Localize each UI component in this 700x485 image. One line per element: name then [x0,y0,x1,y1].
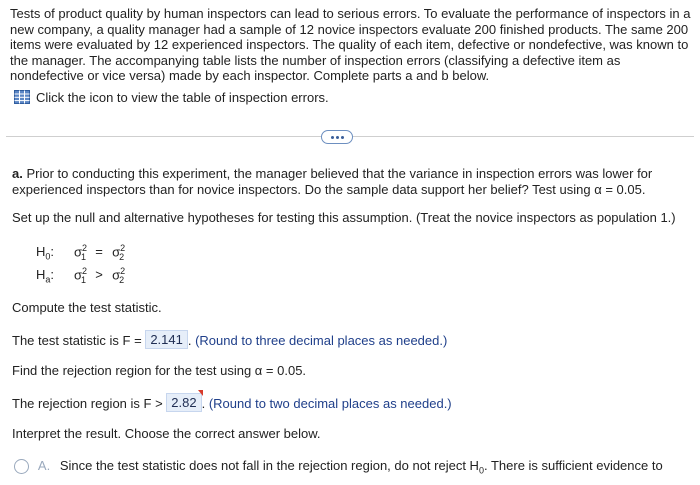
h0-label: $H_0$: [36,244,55,262]
rejection-prompt: Find the rejection region for the test using α = 0.05. [12,363,307,378]
option-a[interactable] [14,458,663,476]
test-statistic-prefix: The test statistic is F = [12,333,142,348]
part-a-question [12,166,688,198]
incorrect-mark-icon [198,390,203,396]
alt-hypothesis [36,266,124,285]
test-statistic-answer[interactable]: 2.141 [145,330,188,349]
ha-label: $H_a$: [36,267,55,285]
test-statistic-hint: (Round to three decimal places as needed.) [195,333,448,348]
part-a-label: a. [12,166,23,181]
option-a-radio[interactable] [14,459,29,474]
dot-icon [331,136,334,139]
problem-intro: Tests of product quality by human inspectors can lead to serious errors. To evaluate the performance of inspectors in a new company, a quality manager had a sample of 12 novice inspectors evaluate 200 finished products. The same 200 items were evaluated by 12 experienced inspectors. The quality of each item, defective or nondefective, was known to the manager. The accompanying table lists the number of inspection errors (classifying a defective item as nondefective or vice versa) made by each inspector. Complete parts a and b below. [10,6,691,84]
ha-lhs: $\sigma^2_1$ [74,266,88,285]
compute-prompt: Compute the test statistic. [12,300,162,315]
rejection-region-answer[interactable]: 2.82 [166,393,201,412]
part-a-question-text: Prior to conducting this experiment, the manager believed that the variance in inspection errors was lower for experienced inspectors than for novice inspectors. Do the sample data support her belief? Test using α = 0.05. [12,166,653,197]
table-grid-icon[interactable] [14,90,30,104]
rejection-region-prefix: The rejection region is F > [12,396,163,411]
option-a-label: A. [37,458,51,473]
rejection-region-hint: (Round to two decimal places as needed.) [208,396,452,411]
hypotheses-setup: Set up the null and alternative hypotheses for testing this assumption. (Treat the novice inspectors as population 1.) [12,210,676,225]
ha-rhs: $\sigma^2_2$ [112,266,126,285]
view-table-label[interactable]: Click the icon to view the table of inspection errors. [36,89,329,105]
expand-more-button[interactable] [321,130,353,144]
null-hypothesis [36,243,124,262]
test-statistic-line: The test statistic is F = 2.141 . (Round to three decimal places as needed.) [12,332,448,348]
ha-operator[interactable]: > [95,267,103,283]
h0-rhs: $\sigma^2_2$ [112,243,126,262]
dot-icon [341,136,344,139]
h0-lhs: $\sigma^2_1$ [74,243,88,262]
interpret-prompt: Interpret the result. Choose the correct answer below. [12,426,321,441]
rejection-region-line: The rejection region is F > 2.82 . (Round to two decimal places as needed.) [12,394,452,413]
option-a-text: Since the test statistic does not fall in the rejection region, do not reject $H_0$. There is sufficient evidence to [59,458,663,476]
view-table-link[interactable] [14,89,329,105]
h0-operator[interactable]: = [95,244,103,260]
dot-icon [336,136,339,139]
